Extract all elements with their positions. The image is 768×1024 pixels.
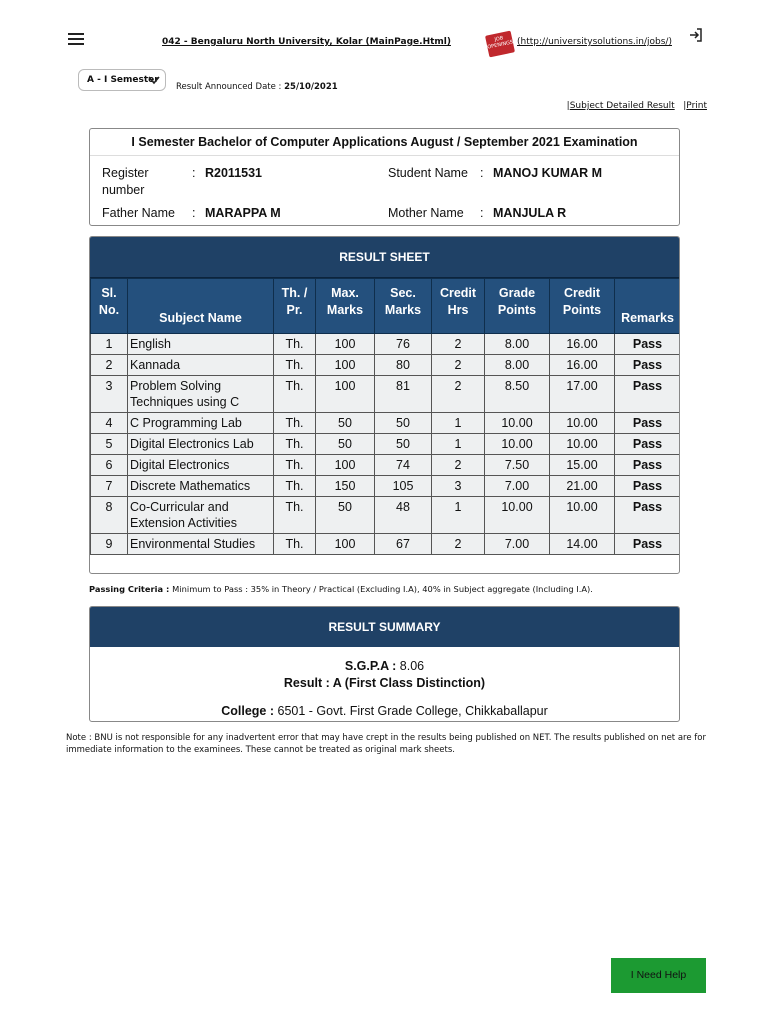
hamburger-menu-icon[interactable]: [68, 33, 84, 47]
cell-subject: Environmental Studies: [128, 534, 274, 555]
cell-remarks: Pass: [615, 376, 681, 413]
cell-max: 50: [316, 434, 375, 455]
announce-date: 25/10/2021: [284, 82, 338, 92]
criteria-label: Passing Criteria :: [89, 584, 173, 594]
cell-sl: 6: [91, 455, 128, 476]
cell-subject: Co-Curricular and Extension Activities: [128, 497, 274, 534]
cell-sec: 50: [375, 413, 432, 434]
cell-credit: 2: [432, 534, 485, 555]
cell-thpr: Th.: [274, 497, 316, 534]
cell-subject: Kannada: [128, 355, 274, 376]
colon: :: [192, 206, 196, 220]
table-row: [91, 355, 681, 376]
cell-max: 50: [316, 413, 375, 434]
sgpa-value: 8.06: [399, 659, 425, 673]
cell-sec: 81: [375, 376, 432, 413]
cell-cpoints: 16.00: [550, 355, 615, 376]
criteria-text: Minimum to Pass : 35% in Theory / Practical (Excluding I.A), 40% in Subject aggregate (Including I.A).: [172, 584, 593, 594]
col-thpr-line2: Pr.: [286, 303, 303, 317]
college-line: [90, 704, 679, 718]
cell-cpoints: 10.00: [550, 413, 615, 434]
col-remarks: Remarks: [615, 279, 681, 334]
exam-title: I Semester Bachelor of Computer Applications August / September 2021 Examination: [131, 135, 638, 149]
col-cpoints-line1: Credit: [563, 286, 601, 300]
col-cpoints-line2: Points: [562, 303, 602, 317]
result-table-body: [91, 334, 681, 568]
cell-remarks: Pass: [615, 455, 681, 476]
cell-cpoints: 10.00: [550, 434, 615, 455]
cell-credit: 1: [432, 497, 485, 534]
cell-max: 150: [316, 476, 375, 497]
cell-credit: 2: [432, 334, 485, 355]
cell-remarks: Pass: [615, 355, 681, 376]
table-row: [91, 455, 681, 476]
cell-thpr: Th.: [274, 334, 316, 355]
register-label: Register: [102, 166, 149, 180]
cell-grade: 7.50: [485, 455, 550, 476]
cell-sec: 74: [375, 455, 432, 476]
mother-name: MANJULA R: [493, 206, 567, 220]
cell-credit: 1: [432, 413, 485, 434]
sgpa-label: S.G.P.A :: [344, 659, 400, 673]
table-row: [91, 334, 681, 355]
result-grade: Result : A (First Class Distinction): [283, 676, 486, 690]
cell-cpoints: 16.00: [550, 334, 615, 355]
college-value: 6501 - Govt. First Grade College, Chikkaballapur: [277, 704, 548, 718]
result-summary-title: RESULT SUMMARY: [90, 607, 679, 647]
col-credit-line1: Credit: [439, 286, 477, 300]
col-max: [316, 279, 375, 334]
col-sec-line2: Marks: [384, 303, 422, 317]
announce-label: Result Announced Date :: [176, 82, 285, 92]
cell-sl: 1: [91, 334, 128, 355]
cell-grade: 8.50: [485, 376, 550, 413]
cell-subject: Problem Solving Techniques using C: [128, 376, 274, 413]
table-row: [91, 497, 681, 534]
father-name: MARAPPA M: [205, 206, 281, 220]
mother-name-label: Mother Name: [388, 206, 464, 220]
cell-remarks: Pass: [615, 413, 681, 434]
cell-thpr: Th.: [274, 413, 316, 434]
col-sl: [91, 279, 128, 334]
semester-select[interactable]: [78, 69, 166, 91]
divider: [90, 155, 679, 156]
disclaimer-note: Note : BNU is not responsible for any inadvertent error that may have crept in the results being published on NET. The results published on net are for immediate information to the examinees. These cannot be treated as original mark sheets.: [66, 733, 706, 755]
result-summary: [89, 606, 680, 722]
cell-sl: 3: [91, 376, 128, 413]
cell-cpoints: 15.00: [550, 455, 615, 476]
cell-sl: 2: [91, 355, 128, 376]
cell-sl: 8: [91, 497, 128, 534]
link-separator: |: [683, 101, 687, 111]
cell-sec: 50: [375, 434, 432, 455]
cell-max: 50: [316, 497, 375, 534]
table-row: [91, 413, 681, 434]
cell-credit: 2: [432, 455, 485, 476]
cell-sec: 67: [375, 534, 432, 555]
register-number: R2011531: [205, 166, 263, 180]
cell-grade: 7.00: [485, 476, 550, 497]
col-sec: [375, 279, 432, 334]
cell-remarks: Pass: [615, 534, 681, 555]
cell-grade: 10.00: [485, 497, 550, 534]
cell-grade: 7.00: [485, 534, 550, 555]
spacer-cell: [91, 555, 681, 568]
cell-cpoints: 17.00: [550, 376, 615, 413]
col-sl-line1: Sl.: [101, 286, 117, 300]
university-link[interactable]: 042 - Bengaluru North University, Kolar (MainPage.Html): [162, 37, 451, 47]
need-help-button[interactable]: I Need Help: [611, 958, 706, 993]
cell-credit: 1: [432, 434, 485, 455]
colon: :: [480, 166, 484, 180]
cell-remarks: Pass: [615, 434, 681, 455]
passing-criteria: [89, 584, 593, 594]
col-credit-points: [550, 279, 615, 334]
cell-max: 100: [316, 355, 375, 376]
cell-subject: Digital Electronics Lab: [128, 434, 274, 455]
result-table: [90, 278, 680, 567]
col-subject: Subject Name: [128, 279, 274, 334]
cell-sl: 4: [91, 413, 128, 434]
cell-thpr: Th.: [274, 355, 316, 376]
sgpa-line: [90, 659, 679, 673]
cell-sec: 105: [375, 476, 432, 497]
cell-grade: 10.00: [485, 413, 550, 434]
cell-thpr: Th.: [274, 534, 316, 555]
col-grade-line2: Points: [497, 303, 537, 317]
table-row: [91, 376, 681, 413]
cell-sec: 48: [375, 497, 432, 534]
cell-grade: 10.00: [485, 434, 550, 455]
table-spacer-row: [91, 555, 681, 568]
student-info-box: [89, 128, 680, 226]
col-max-line2: Marks: [326, 303, 364, 317]
col-grade: [485, 279, 550, 334]
cell-subject: English: [128, 334, 274, 355]
cell-max: 100: [316, 534, 375, 555]
table-header-row: [91, 279, 681, 334]
result-sheet-title: RESULT SHEET: [90, 237, 679, 278]
cell-sl: 5: [91, 434, 128, 455]
cell-sl: 7: [91, 476, 128, 497]
student-name: MANOJ KUMAR M: [493, 166, 603, 180]
col-credit: [432, 279, 485, 334]
cell-remarks: Pass: [615, 497, 681, 534]
cell-max: 100: [316, 455, 375, 476]
cell-grade: 8.00: [485, 355, 550, 376]
col-grade-line1: Grade: [498, 286, 536, 300]
college-label: College :: [221, 704, 278, 718]
cell-subject: Digital Electronics: [128, 455, 274, 476]
cell-cpoints: 10.00: [550, 497, 615, 534]
register-label-2: number: [102, 183, 145, 197]
result-links: [567, 101, 707, 111]
cell-subject: C Programming Lab: [128, 413, 274, 434]
cell-cpoints: 21.00: [550, 476, 615, 497]
cell-credit: 3: [432, 476, 485, 497]
table-row: [91, 434, 681, 455]
cell-subject: Discrete Mathematics: [128, 476, 274, 497]
table-row: [91, 476, 681, 497]
table-row: [91, 534, 681, 555]
cell-remarks: Pass: [615, 476, 681, 497]
job-openings-badge-icon[interactable]: JOB OPENINGS: [485, 31, 515, 58]
father-name-label: Father Name: [102, 206, 175, 220]
cell-grade: 8.00: [485, 334, 550, 355]
cell-thpr: Th.: [274, 434, 316, 455]
col-sl-line2: No.: [98, 303, 120, 317]
col-credit-line2: Hrs: [447, 303, 469, 317]
cell-sec: 76: [375, 334, 432, 355]
col-max-line1: Max.: [331, 286, 359, 300]
cell-thpr: Th.: [274, 376, 316, 413]
semester-select-value: A - I Semester: [87, 75, 159, 85]
cell-remarks: Pass: [615, 334, 681, 355]
col-thpr-line1: Th. /: [281, 286, 308, 300]
cell-sec: 80: [375, 355, 432, 376]
cell-thpr: Th.: [274, 476, 316, 497]
subject-detailed-result-link[interactable]: Subject Detailed Result: [569, 101, 675, 111]
cell-max: 100: [316, 334, 375, 355]
cell-thpr: Th.: [274, 455, 316, 476]
result-announced: [176, 82, 338, 92]
cell-cpoints: 14.00: [550, 534, 615, 555]
col-sec-line1: Sec.: [390, 286, 416, 300]
cell-max: 100: [316, 376, 375, 413]
logout-icon[interactable]: [688, 27, 706, 45]
print-link[interactable]: Print: [686, 101, 707, 111]
result-sheet: [89, 236, 680, 574]
student-name-label: Student Name: [388, 166, 468, 180]
cell-sl: 9: [91, 534, 128, 555]
colon: :: [192, 166, 196, 180]
jobs-link[interactable]: (http://universitysolutions.in/jobs/): [517, 37, 672, 47]
col-thpr: [274, 279, 316, 334]
chevron-down-icon: [147, 73, 161, 87]
cell-credit: 2: [432, 376, 485, 413]
link-separator: |: [566, 101, 570, 111]
colon: :: [480, 206, 484, 220]
cell-credit: 2: [432, 355, 485, 376]
